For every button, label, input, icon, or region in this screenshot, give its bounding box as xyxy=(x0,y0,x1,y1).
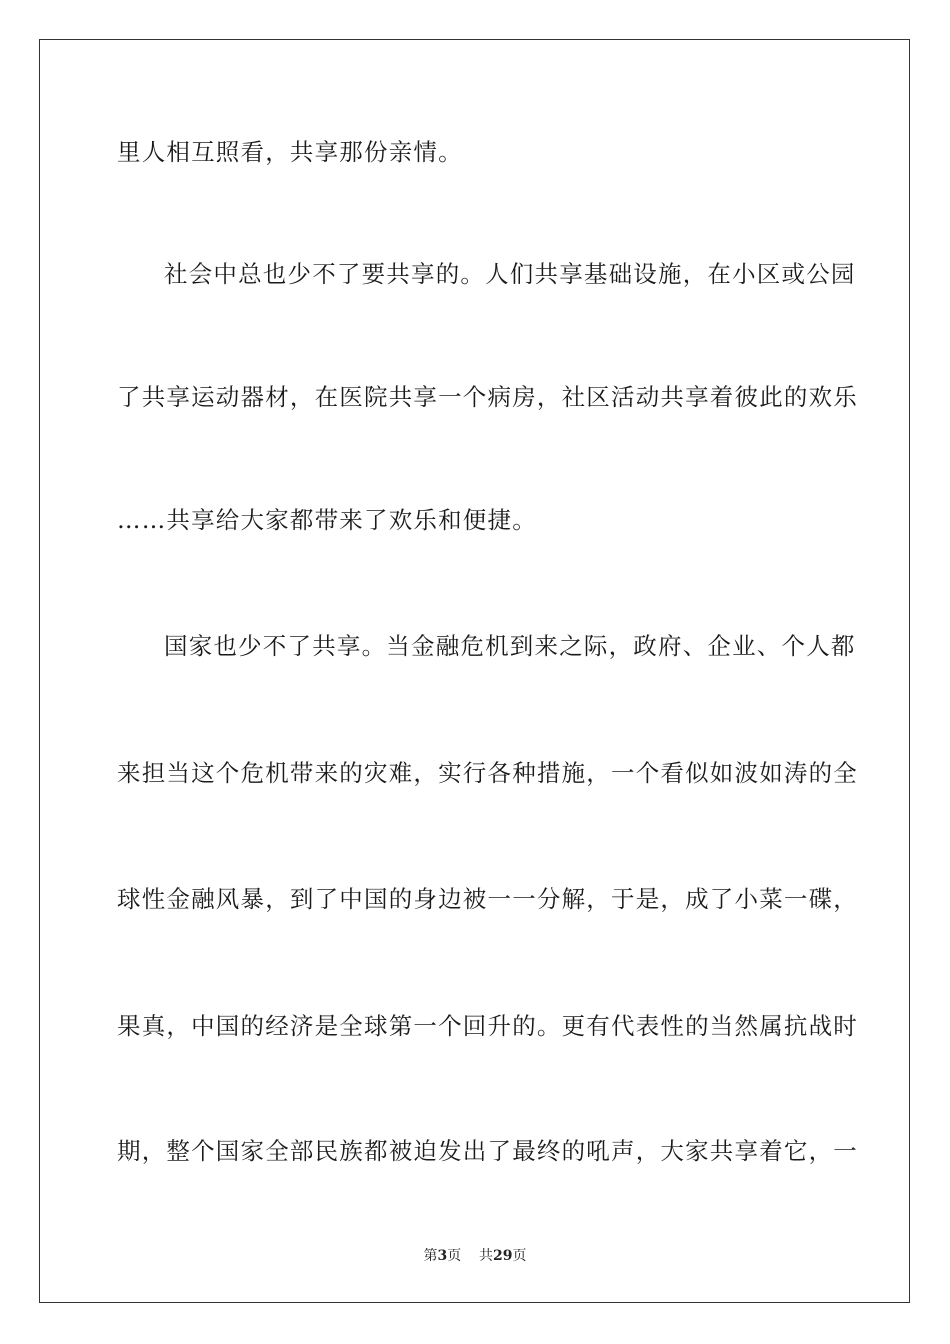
text-line-9: 期，整个国家全部民族都被迫发出了最终的吼声，大家共享着它，一 xyxy=(117,1137,858,1165)
text-line-1: 里人相互照看，共享那份亲情。 xyxy=(117,138,463,166)
footer-total-prefix: 共 xyxy=(479,1248,494,1264)
text-line-4: ……共享给大家都带来了欢乐和便捷。 xyxy=(117,506,537,534)
footer-total-pages: 29 xyxy=(493,1248,513,1264)
text-line-2: 社会中总也少不了要共享的。人们共享基础设施，在小区或公园 xyxy=(164,260,856,288)
footer-total-suffix: 页 xyxy=(512,1248,527,1264)
footer-page-suffix: 页 xyxy=(447,1248,462,1264)
text-line-7: 球性金融风暴，到了中国的身边被一一分解，于是，成了小菜一碟， xyxy=(117,885,858,913)
text-line-8: 果真，中国的经济是全球第一个回升的。更有代表性的当然属抗战时 xyxy=(117,1012,858,1040)
text-line-3: 了共享运动器材，在医院共享一个病房，社区活动共享着彼此的欢乐 xyxy=(117,383,858,411)
text-line-5: 国家也少不了共享。当金融危机到来之际，政府、企业、个人都 xyxy=(164,632,856,660)
page-footer xyxy=(0,1247,950,1265)
footer-page-prefix: 第 xyxy=(423,1248,438,1264)
text-line-6: 来担当这个危机带来的灾难，实行各种措施，一个看似如波如涛的全 xyxy=(117,759,858,787)
page-frame xyxy=(39,39,910,1303)
footer-page-number: 3 xyxy=(437,1248,448,1264)
